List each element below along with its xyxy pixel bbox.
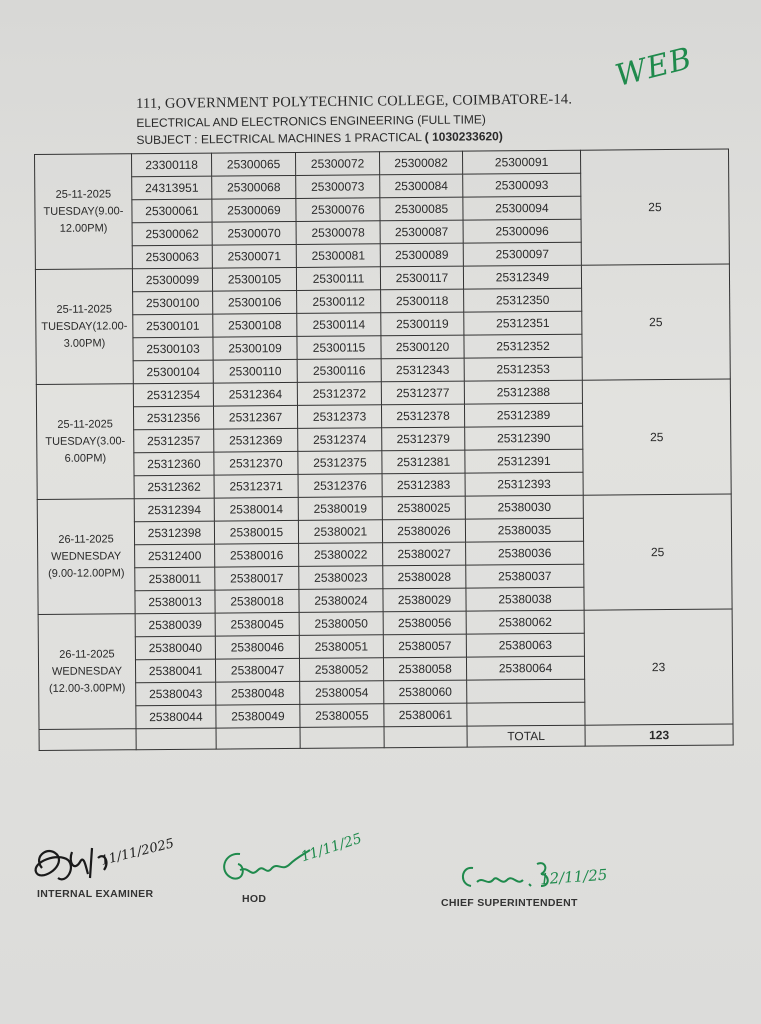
register-number-cell: 25380014 (214, 497, 298, 521)
register-number-cell: 25380061 (384, 703, 467, 727)
register-number-cell: 25312353 (464, 357, 582, 381)
register-number-cell: 25312373 (297, 405, 381, 429)
subject-line (136, 128, 572, 147)
register-number-cell: 25300078 (296, 221, 380, 245)
register-number-cell: 25312378 (381, 404, 464, 428)
register-number-cell: 25380028 (383, 565, 466, 589)
register-number-cell: 25380041 (135, 659, 215, 683)
register-number-cell: 25312370 (214, 451, 298, 475)
hod-label: HOD (242, 893, 267, 905)
register-number-cell: 25380025 (382, 496, 465, 520)
register-number-cell: 25380039 (135, 613, 215, 637)
register-number-cell: 25380023 (299, 566, 383, 590)
register-number-cell: 25312379 (382, 427, 465, 451)
register-number-cell: 25380027 (383, 542, 466, 566)
table-row (35, 264, 729, 292)
register-number-cell: 25300071 (212, 244, 296, 268)
register-number-cell: 25312369 (214, 428, 298, 452)
register-number-cell: 25300120 (381, 335, 464, 359)
register-number-cell: 25300114 (297, 313, 381, 337)
register-number-cell: 25300118 (381, 289, 464, 313)
table-row (38, 609, 732, 637)
register-number-cell: 25312372 (297, 382, 381, 406)
register-number-cell: 25312394 (134, 498, 214, 522)
register-number-cell: 25312367 (213, 405, 297, 429)
register-number-cell: 25312398 (134, 521, 214, 545)
register-number-cell: 25380038 (466, 587, 584, 611)
register-number-cell: 25380044 (136, 705, 216, 729)
register-number-cell: 25380036 (466, 541, 584, 565)
register-number-cell: 25300063 (132, 245, 212, 269)
register-number-cell: 25312356 (133, 406, 213, 430)
schedule-table-body (35, 149, 734, 750)
document-header (136, 91, 573, 147)
register-number-cell: 25380047 (215, 658, 299, 682)
register-number-cell: 25300085 (380, 197, 463, 221)
register-number-cell: 25300068 (212, 175, 296, 199)
chief-superintendent-label: CHIEF SUPERINTENDENT (441, 897, 578, 909)
register-number-cell: 25380064 (466, 656, 584, 680)
register-number-cell: 25300096 (463, 219, 581, 243)
register-number-cell: 25300062 (132, 222, 212, 246)
empty-cell (39, 729, 136, 751)
register-number-cell: 25300100 (133, 291, 213, 315)
register-number-cell: 25380018 (215, 589, 299, 613)
register-number-cell: 25312360 (134, 452, 214, 476)
session-count: 25 (581, 264, 730, 380)
register-number-cell: 25300109 (213, 336, 297, 360)
register-number-cell: 25312374 (298, 428, 382, 452)
register-number-cell: 25380050 (299, 612, 383, 636)
register-number-cell: 25380037 (466, 564, 584, 588)
register-number-cell: 25380043 (136, 682, 216, 706)
register-number-cell: 25312362 (134, 475, 214, 499)
register-number-cell: 25300082 (379, 151, 462, 175)
register-number-cell: 25312393 (465, 472, 583, 496)
register-number-cell: 25300081 (296, 244, 380, 268)
web-handwritten-mark: WEB (611, 41, 696, 94)
session-slot: 25-11-2025 TUESDAY(12.00-3.00PM) (35, 269, 133, 385)
register-number-cell: 25300076 (296, 198, 380, 222)
register-number-cell: 25300089 (380, 243, 463, 267)
register-number-cell: 25380045 (215, 612, 299, 636)
register-number-cell: 25380019 (298, 497, 382, 521)
register-number-cell: 25312343 (381, 358, 464, 382)
session-count: 25 (583, 494, 732, 610)
register-number-cell: 25300091 (462, 150, 580, 174)
register-number-cell: 25300065 (211, 152, 295, 176)
register-number-cell: 25312364 (213, 382, 297, 406)
session-count: 25 (580, 149, 729, 265)
schedule-table-wrapper (34, 149, 733, 751)
register-number-cell: 25380029 (383, 588, 466, 612)
register-number-cell: 25380058 (383, 657, 466, 681)
subject-code: ( 1030233620) (424, 129, 503, 144)
register-number-cell: 25300097 (463, 242, 581, 266)
session-slot: 25-11-2025 TUESDAY(3.00-6.00PM) (36, 384, 134, 500)
register-number-cell: 25312377 (381, 381, 464, 405)
total-row (39, 724, 733, 750)
register-number-cell: 25380022 (299, 543, 383, 567)
register-number-cell: 25300104 (133, 360, 213, 384)
department-name: ELECTRICAL AND ELECTRONICS ENGINEERING (FULL TIME) (136, 112, 486, 130)
register-number-cell: 25312350 (464, 288, 582, 312)
session-count: 25 (582, 379, 731, 495)
register-number-cell: 25312375 (298, 451, 382, 475)
table-row (37, 494, 731, 522)
empty-cell (216, 727, 300, 749)
register-number-cell: 25300108 (213, 313, 297, 337)
register-number-cell: 25380015 (214, 520, 298, 544)
register-number-cell: 25312376 (298, 474, 382, 498)
register-number-cell: 25380035 (465, 518, 583, 542)
register-number-cell: 25380054 (300, 681, 384, 705)
register-number-cell (467, 702, 585, 726)
register-number-cell: 25380030 (465, 495, 583, 519)
subject-name: SUBJECT : ELECTRICAL MACHINES 1 PRACTICAL (136, 129, 425, 147)
register-number-cell: 25312383 (382, 473, 465, 497)
table-row (35, 149, 729, 177)
register-number-cell: 25312388 (464, 380, 582, 404)
table-row (36, 379, 730, 407)
register-number-cell: 25300099 (132, 268, 212, 292)
register-number-cell: 25380026 (382, 519, 465, 543)
register-number-cell: 25312371 (214, 474, 298, 498)
college-name: 111, GOVERNMENT POLYTECHNIC COLLEGE, COIMBATORE-14. (136, 91, 573, 112)
total-value: 123 (585, 724, 733, 746)
register-number-cell: 25380060 (384, 680, 467, 704)
register-number-cell: 25300117 (380, 266, 463, 290)
register-number-cell: 25300106 (213, 290, 297, 314)
register-number-cell: 25380011 (135, 567, 215, 591)
register-number-cell: 25380049 (216, 704, 300, 728)
register-number-cell: 25312349 (463, 265, 581, 289)
register-number-cell: 25312351 (464, 311, 582, 335)
register-number-cell: 24313951 (132, 176, 212, 200)
session-slot: 25-11-2025 TUESDAY(9.00-12.00PM) (35, 154, 133, 270)
session-slot: 26-11-2025 WEDNESDAY (9.00-12.00PM) (37, 499, 135, 615)
register-number-cell: 25380057 (383, 634, 466, 658)
register-number-cell: 25380021 (298, 520, 382, 544)
register-number-cell: 25380063 (466, 633, 584, 657)
register-number-cell: 25380016 (215, 543, 299, 567)
total-label: TOTAL (467, 725, 585, 747)
register-number-cell: 25300119 (381, 312, 464, 336)
internal-examiner-date: 11/11/2025 (99, 836, 176, 869)
register-number-cell: 25312381 (382, 450, 465, 474)
register-number-cell: 25300093 (463, 173, 581, 197)
register-number-cell: 25380040 (135, 636, 215, 660)
register-number-cell: 25300094 (463, 196, 581, 220)
register-number-cell: 25300087 (380, 220, 463, 244)
register-number-cell: 25300103 (133, 337, 213, 361)
register-number-cell: 25380055 (300, 704, 384, 728)
register-number-cell: 25312354 (133, 383, 213, 407)
register-number-cell: 25300116 (297, 359, 381, 383)
register-number-cell: 25380052 (299, 658, 383, 682)
session-count: 23 (584, 609, 733, 725)
register-number-cell: 25380048 (216, 681, 300, 705)
register-number-cell: 25300061 (132, 199, 212, 223)
empty-cell (384, 726, 467, 748)
register-number-cell: 25300115 (297, 336, 381, 360)
register-number-cell: 25380056 (383, 611, 466, 635)
register-number-cell: 25300105 (212, 267, 296, 291)
register-number-cell: 25380013 (135, 590, 215, 614)
register-number-cell: 25300112 (297, 290, 381, 314)
empty-cell (300, 727, 384, 749)
register-number-cell: 25312400 (135, 544, 215, 568)
register-number-cell: 25300111 (296, 267, 380, 291)
register-number-cell: 25380046 (215, 635, 299, 659)
register-number-cell (467, 679, 585, 703)
register-number-cell: 25312389 (464, 403, 582, 427)
empty-cell (136, 728, 216, 750)
register-number-cell: 25312391 (465, 449, 583, 473)
internal-examiner-label: INTERNAL EXAMINER (37, 888, 154, 900)
register-number-cell: 25300070 (212, 221, 296, 245)
register-number-cell: 25380062 (466, 610, 584, 634)
register-number-cell: 25300073 (296, 175, 380, 199)
register-number-cell: 25380017 (215, 566, 299, 590)
register-number-cell: 25312390 (465, 426, 583, 450)
register-number-cell: 25380024 (299, 589, 383, 613)
register-number-cell: 23300118 (132, 153, 212, 177)
register-number-cell: 25312357 (134, 429, 214, 453)
schedule-table (34, 149, 734, 751)
register-number-cell: 25300110 (213, 359, 297, 383)
register-number-cell: 25380051 (299, 635, 383, 659)
register-number-cell: 25300069 (212, 198, 296, 222)
register-number-cell: 25300101 (133, 314, 213, 338)
register-number-cell: 25300084 (380, 174, 463, 198)
register-number-cell: 25300072 (295, 152, 379, 176)
register-number-cell: 25312352 (464, 334, 582, 358)
session-slot: 26-11-2025 WEDNESDAY (12.00-3.00PM) (38, 614, 136, 730)
chief-superintendent-date: 12/11/25 (539, 865, 608, 889)
hod-date: 11/11/25 (299, 830, 364, 866)
